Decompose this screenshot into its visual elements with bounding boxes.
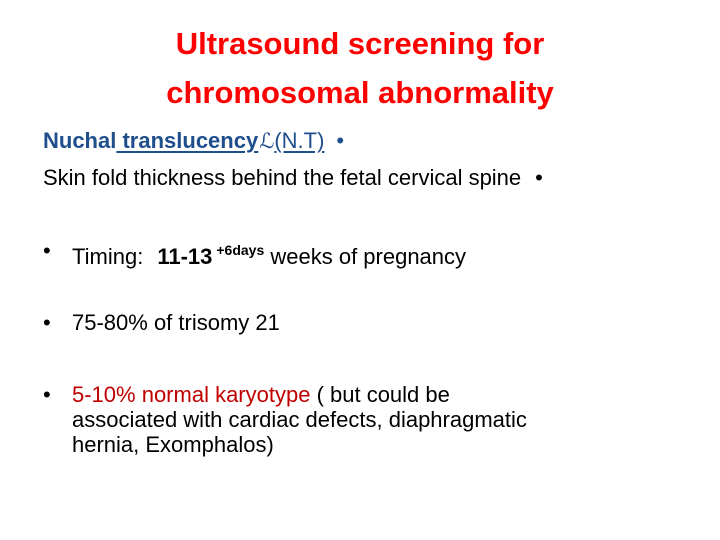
- nuchal-translucency-heading: [43, 130, 344, 152]
- karyotype-line-1-rest: ( but could be: [310, 382, 450, 407]
- nt-term-lead: Nuchal: [43, 128, 117, 153]
- bullet-marker: •: [43, 382, 51, 407]
- nt-definition: [43, 167, 543, 189]
- slide-title-line-1: Ultrasound screening for: [175, 26, 545, 61]
- bullet-marker: •: [43, 238, 51, 263]
- timing-text: [72, 238, 466, 269]
- trisomy-text: 75-80% of trisomy 21: [72, 310, 280, 335]
- timing-superscript: +6days: [216, 242, 265, 258]
- nt-bullet: •: [336, 128, 345, 153]
- nt-definition-text: Skin fold thickness behind the fetal cervical spine: [43, 165, 522, 190]
- karyotype-highlight: 5-10% normal karyotype: [72, 382, 311, 407]
- timing-value: 11-13: [157, 244, 213, 269]
- karyotype-text: [72, 382, 527, 457]
- timing-label: Timing:: [72, 244, 144, 269]
- nt-abbreviation: (N.T): [274, 128, 325, 153]
- nt-definition-bullet: •: [535, 165, 543, 190]
- timing-suffix: weeks of pregnancy: [264, 244, 467, 269]
- bullet-marker: •: [43, 310, 51, 335]
- karyotype-line-2: associated with cardiac defects, diaphragmatic: [72, 407, 527, 432]
- karyotype-line-3: hernia, Exomphalos): [72, 432, 274, 457]
- script-l-symbol-icon: ℒ: [259, 130, 275, 153]
- slide-title-line-2: chromosomal abnormality: [166, 75, 554, 110]
- nt-term-underlined: translucency: [116, 128, 259, 153]
